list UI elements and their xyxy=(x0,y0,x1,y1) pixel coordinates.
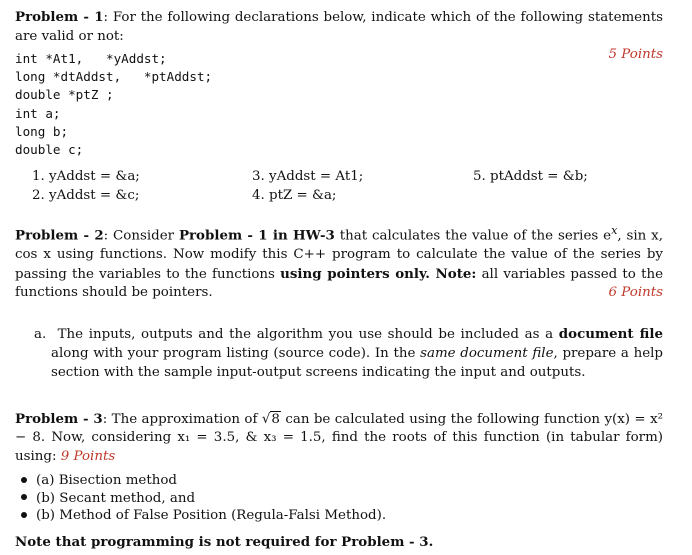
problem-2-points: 6 Points xyxy=(608,285,663,301)
statement-item: 3. yAddst = At1; xyxy=(252,169,364,185)
problem-2-item-a xyxy=(15,325,663,382)
problem-2-statement xyxy=(15,222,663,302)
list-item-text: (b) Secant method, and xyxy=(36,490,196,506)
bullet-icon xyxy=(21,477,27,483)
problem-2-text: : Consider xyxy=(103,228,179,244)
item-a-text-1: The inputs, outputs and the algorithm you use should be included as a xyxy=(57,326,559,342)
statement-item: 5. ptAddst = &b; xyxy=(473,169,588,185)
problem-2-text-c: , sin x, cos x using functions. Now modify this C++ program to calculate the value of the series by passing the variables to the functions xyxy=(15,228,663,282)
problem-3-text-b: can be calculated using the following function y(x) = x² − 8. Now, considering x₁ = 3.5, & x₃ = 1.5, find the roots of this function (in tabular form) using: xyxy=(15,411,663,464)
final-note: Note that programming is not required for Problem - 3. xyxy=(15,533,434,550)
method-list xyxy=(15,472,663,525)
problem-3-title: Problem - 3 xyxy=(15,410,103,427)
code-line: int *At1, *yAddst; xyxy=(15,51,167,66)
code-line: long *dtAddst, *ptAddst; xyxy=(15,69,213,85)
problem-3-points: 9 Points xyxy=(60,448,116,464)
bullet-icon xyxy=(21,512,27,518)
list-item-text: (a) Bisection method xyxy=(36,473,177,489)
statement-column-1 xyxy=(32,167,140,205)
bullet-icon xyxy=(21,494,27,500)
statement-item: 4. ptZ = &a; xyxy=(252,188,337,204)
code-line: double c; xyxy=(15,142,84,158)
radicand: 8 xyxy=(271,411,280,427)
list-item xyxy=(21,472,663,490)
list-item xyxy=(21,490,663,508)
statement-column-2 xyxy=(252,167,363,205)
declarations-code xyxy=(15,50,663,159)
problem-1-text: : For the following declarations below, indicate which of the following statements are valid or not: xyxy=(15,10,663,44)
exponent: x xyxy=(611,224,618,238)
code-line: double *ptZ ; xyxy=(15,87,114,103)
item-a-text-3: , prepare a help section with the sample input-output screens indicating the input and outputs. xyxy=(51,345,663,380)
assignment-page xyxy=(15,8,663,550)
problem-2-text-d: all variables passed to the functions should be pointers. xyxy=(15,266,663,301)
item-label: a. xyxy=(34,326,47,342)
list-item-text: (b) Method of False Position (Regula-Falsi Method). xyxy=(36,508,387,524)
statement-column-3 xyxy=(473,167,588,186)
statement-item: 1. yAddst = &a; xyxy=(32,169,140,185)
statement-list xyxy=(15,167,663,207)
problem-2-title: Problem - 2 xyxy=(15,227,104,244)
problem-2-text-b: that calculates the value of the series e xyxy=(334,228,612,244)
item-a-bold: document file xyxy=(558,325,664,342)
code-line: long b; xyxy=(15,123,69,139)
problem-2-note-label: Note: xyxy=(429,265,477,282)
problem-1-title: Problem - 1 xyxy=(15,9,104,25)
list-item xyxy=(21,507,663,525)
statement-item: 2. yAddst = &c; xyxy=(32,188,140,204)
problem-3-statement xyxy=(15,410,663,467)
item-a-italic: same document file xyxy=(420,345,554,361)
item-a-text-2: along with your program listing (source code). In the xyxy=(51,345,421,361)
problem-1-points: 5 Points xyxy=(608,47,663,62)
problem-2-emphasis: using pointers only. xyxy=(280,265,430,282)
sqrt-radicand xyxy=(270,411,281,430)
problem-3-text-a: : The approximation of √ xyxy=(102,411,271,427)
code-line: int a; xyxy=(15,105,61,121)
problem-2-reference: Problem - 1 in HW-3 xyxy=(178,227,335,244)
